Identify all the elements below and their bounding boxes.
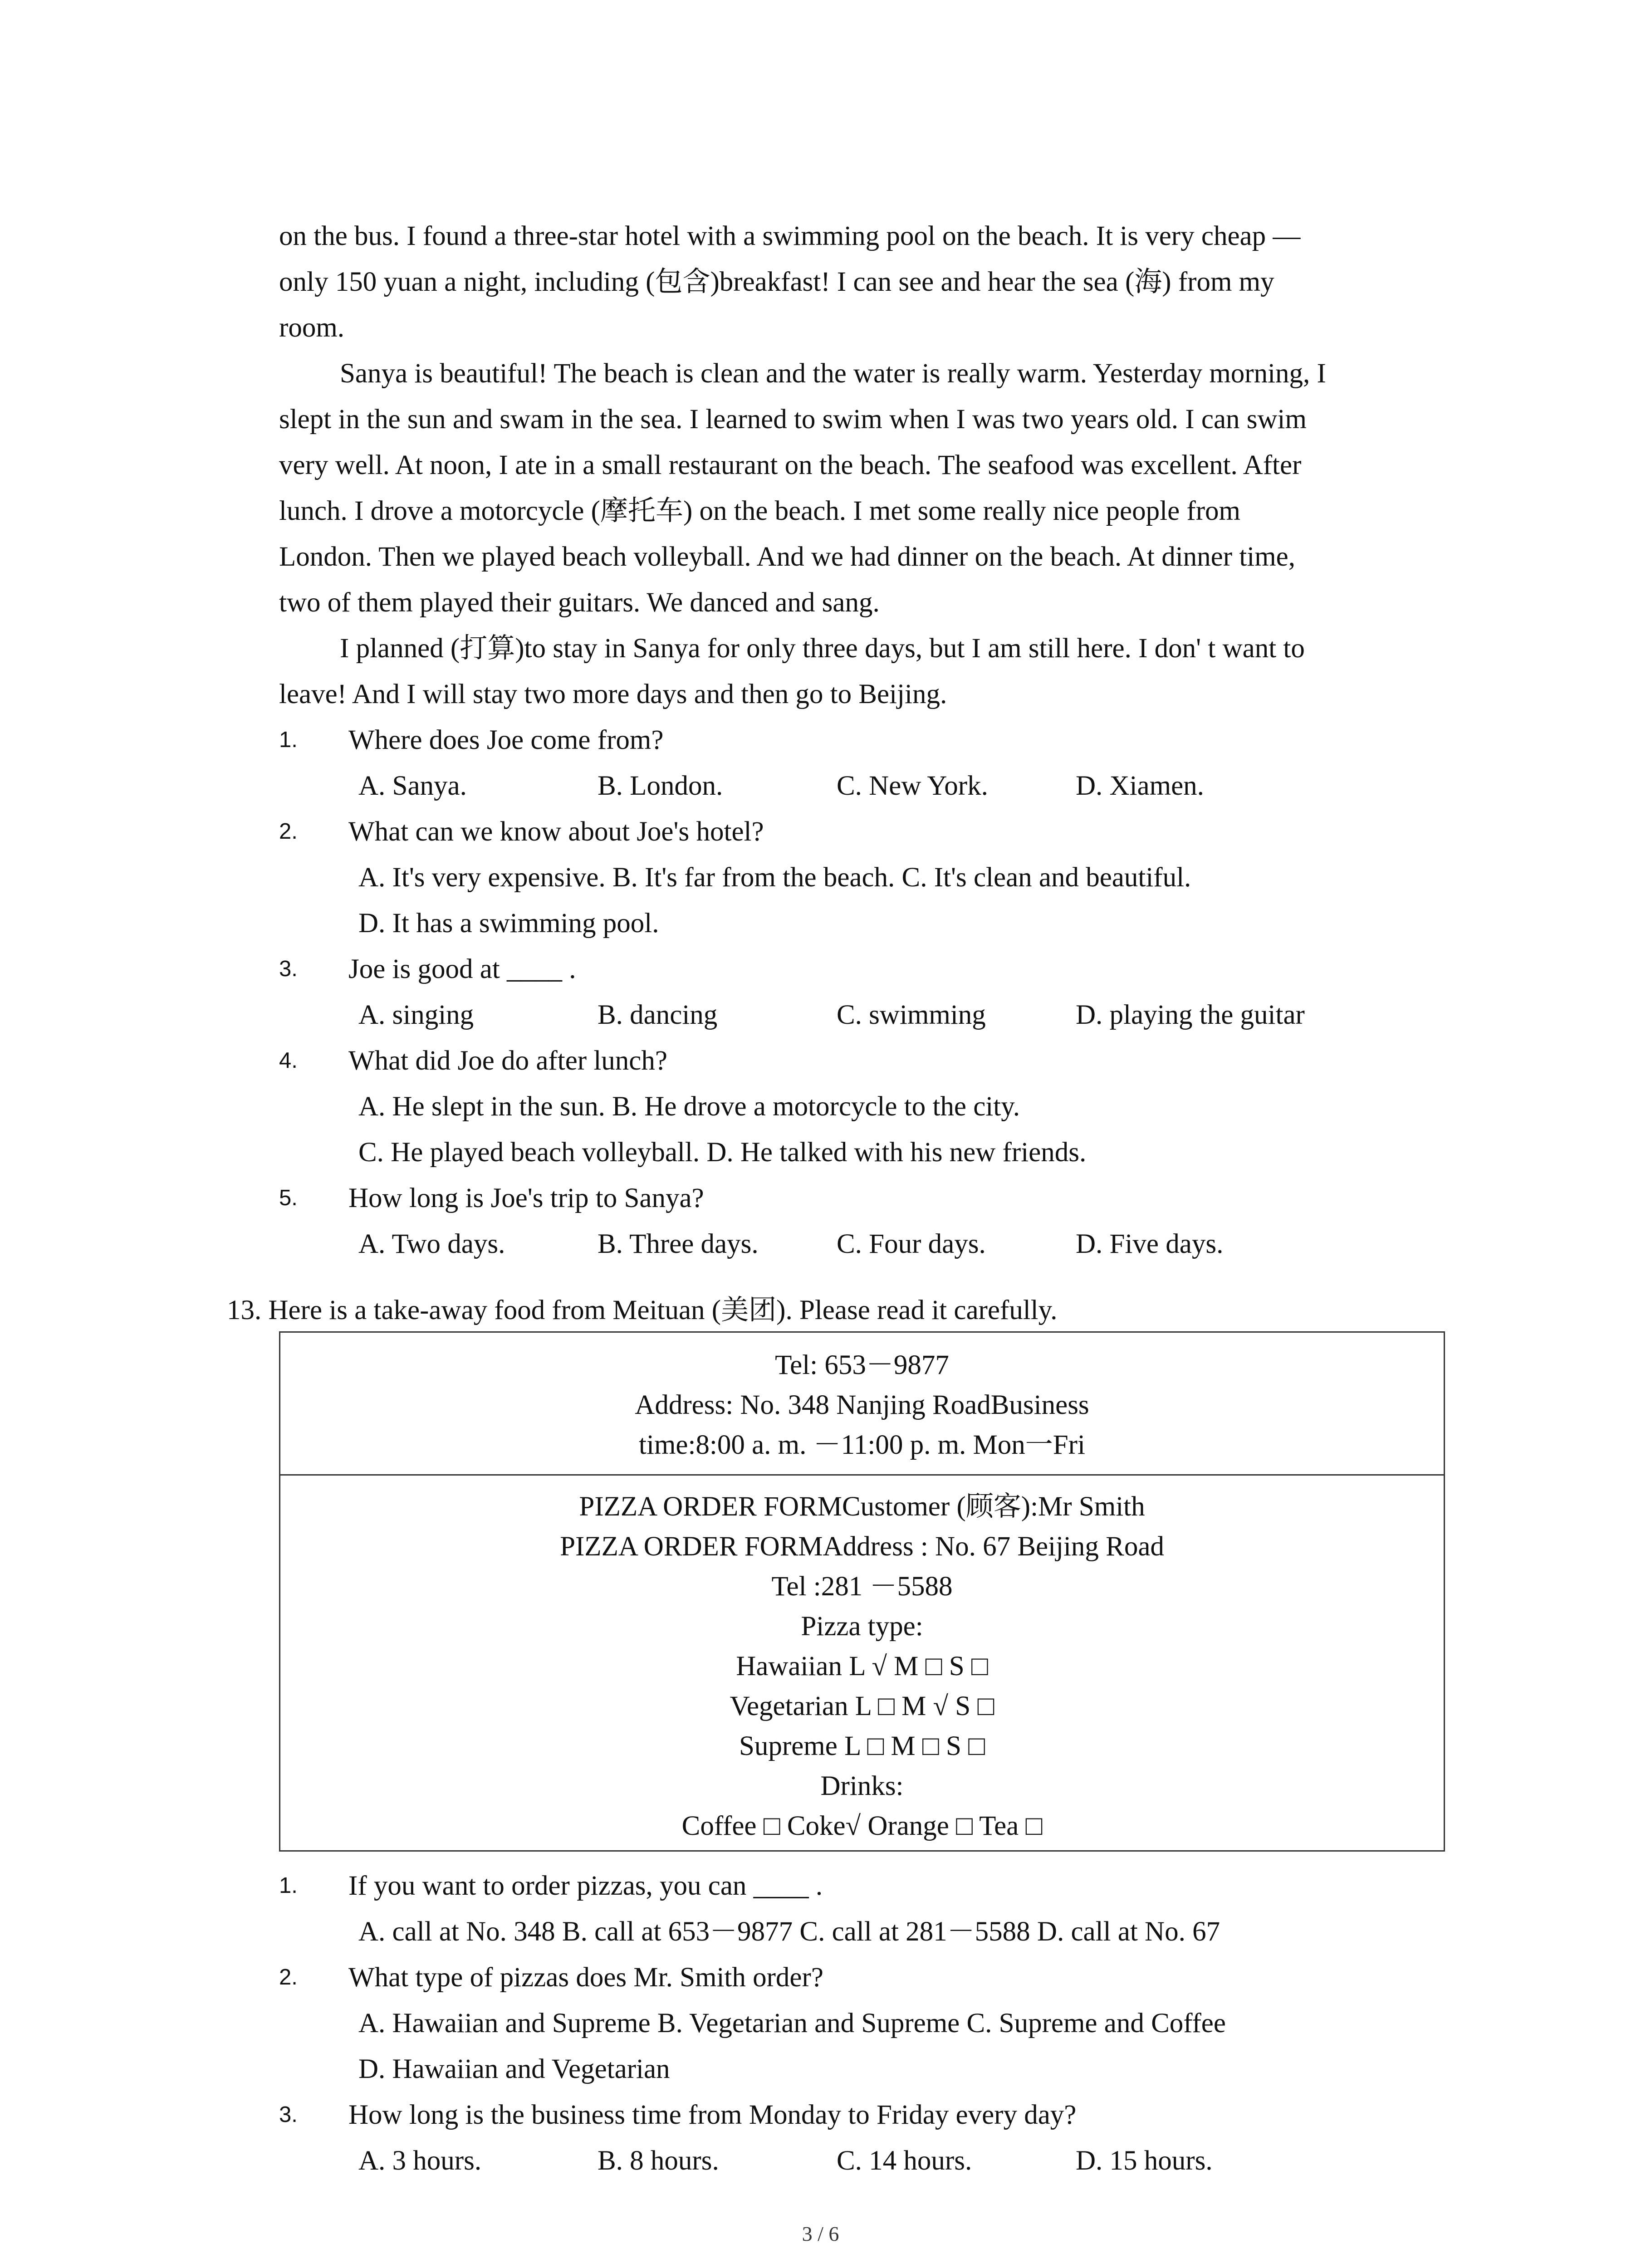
question-number: 3. xyxy=(279,2102,298,2127)
passage-line: two of them played their guitars. We danced and sang. xyxy=(279,587,880,618)
question-text: What can we know about Joe's hotel? xyxy=(348,816,764,847)
passage-line: room. xyxy=(279,313,345,343)
order-form-line: Tel :281 －5588 xyxy=(771,1571,953,1602)
question-number: 1. xyxy=(279,1873,298,1898)
option-d[interactable]: D. Xiamen. xyxy=(1076,771,1204,801)
passage-line: I planned (打算)to stay in Sanya for only three days, but I am still here. I don' t want to xyxy=(340,633,1305,664)
shop-info xyxy=(280,1345,1444,1465)
question-text: How long is Joe's trip to Sanya? xyxy=(348,1183,704,1213)
option-b[interactable]: B. 8 hours. xyxy=(598,2146,719,2176)
question-text: How long is the business time from Monday to Friday every day? xyxy=(348,2100,1077,2130)
option-c[interactable]: C. New York. xyxy=(837,771,988,801)
option-b[interactable]: B. London. xyxy=(598,771,723,801)
passage-line: Sanya is beautiful! The beach is clean and the water is really warm. Yesterday morning, I xyxy=(340,358,1326,389)
answer-options-line[interactable]: A. It's very expensive. B. It's far from the beach. C. It's clean and beautiful. xyxy=(358,862,1191,893)
option-b[interactable]: B. dancing xyxy=(598,1000,718,1030)
passage-paragraph-3 xyxy=(279,626,1436,717)
option-c[interactable]: C. 14 hours. xyxy=(837,2146,972,2176)
order-form-line: Hawaiian L √ M □ S □ xyxy=(736,1651,988,1681)
answer-options-line[interactable]: D. It has a swimming pool. xyxy=(358,908,659,938)
order-form-line: Supreme L □ M □ S □ xyxy=(739,1731,985,1761)
question-number: 2. xyxy=(279,1965,298,1989)
passage-line: London. Then we played beach volleyball. And we had dinner on the beach. At dinner time, xyxy=(279,542,1295,572)
order-form-line: PIZZA ORDER FORMCustomer (顾客):Mr Smith xyxy=(579,1491,1145,1522)
passage-line: lunch. I drove a motorcycle (摩托车) on the beach. I met some really nice people from xyxy=(279,496,1240,526)
question-number: 2. xyxy=(279,819,298,844)
option-b[interactable]: B. Three days. xyxy=(598,1229,759,1259)
question-text: What type of pizzas does Mr. Smith order? xyxy=(348,1962,823,1993)
question-number: 3. xyxy=(279,957,298,981)
option-a[interactable]: A. Sanya. xyxy=(358,771,467,801)
passage-line: only 150 yuan a night, including (包含)breakfast! I can see and hear the sea (海) from my xyxy=(279,267,1274,297)
order-form-line: PIZZA ORDER FORMAddress : No. 67 Beijing Road xyxy=(560,1531,1164,1562)
option-a[interactable]: A. Two days. xyxy=(358,1229,505,1259)
passage-paragraph-1 xyxy=(279,213,1436,351)
answer-options-line[interactable]: A. Hawaiian and Supreme B. Vegetarian and Supreme C. Supreme and Coffee xyxy=(358,2008,1226,2038)
passage-line: slept in the sun and swam in the sea. I learned to swim when I was two years old. I can swim xyxy=(279,404,1307,435)
option-c[interactable]: C. swimming xyxy=(837,1000,986,1030)
shop-info-line: Tel: 653－9877 xyxy=(775,1350,949,1380)
option-a[interactable]: A. 3 hours. xyxy=(358,2146,482,2176)
question-text: Joe is good at ____ . xyxy=(348,954,576,984)
pizza-order-form-box xyxy=(279,1331,1445,1852)
shop-info-line: Address: No. 348 Nanjing RoadBusiness xyxy=(635,1390,1089,1420)
order-form-line: Drinks: xyxy=(820,1771,904,1801)
question-text: Where does Joe come from? xyxy=(348,725,664,755)
question-number: 5. xyxy=(279,1186,298,1210)
answer-options-line[interactable]: A. He slept in the sun. B. He drove a motorcycle to the city. xyxy=(358,1091,1020,1122)
passage-line: leave! And I will stay two more days and then go to Beijing. xyxy=(279,679,947,709)
question-text: What did Joe do after lunch? xyxy=(348,1046,667,1076)
order-form-line: Coffee □ Coke√ Orange □ Tea □ xyxy=(681,1811,1043,1841)
option-d[interactable]: D. playing the guitar xyxy=(1076,1000,1305,1030)
answer-options-line[interactable]: C. He played beach volleyball. D. He talked with his new friends. xyxy=(358,1137,1087,1168)
passage-line: very well. At noon, I ate in a small restaurant on the beach. The seafood was excellent. After xyxy=(279,450,1302,480)
page-number: 3 / 6 xyxy=(802,2222,839,2245)
answer-options-line[interactable]: D. Hawaiian and Vegetarian xyxy=(358,2054,670,2084)
section-13-title: 13. Here is a take-away food from Meituan (美团). Please read it carefully. xyxy=(227,1295,1058,1325)
option-d[interactable]: D. Five days. xyxy=(1076,1229,1224,1259)
option-d[interactable]: D. 15 hours. xyxy=(1076,2146,1213,2176)
form-divider xyxy=(280,1474,1444,1476)
option-c[interactable]: C. Four days. xyxy=(837,1229,986,1259)
order-form-line: Vegetarian L □ M √ S □ xyxy=(730,1691,994,1721)
passage-paragraph-2 xyxy=(279,351,1436,626)
passage-line: on the bus. I found a three-star hotel with a swimming pool on the beach. It is very cheap — xyxy=(279,221,1301,251)
question-number: 1. xyxy=(279,728,298,752)
option-a[interactable]: A. singing xyxy=(358,1000,474,1030)
order-form-details xyxy=(280,1487,1444,1846)
shop-info-line: time:8:00 a. m. －11:00 p. m. Mon一Fri xyxy=(639,1430,1085,1460)
answer-options-line[interactable]: A. call at No. 348 B. call at 653－9877 C. call at 281－5588 D. call at No. 67 xyxy=(358,1916,1220,1947)
order-form-line: Pizza type: xyxy=(801,1611,923,1642)
question-number: 4. xyxy=(279,1048,298,1073)
question-text: If you want to order pizzas, you can ____ . xyxy=(348,1871,823,1901)
